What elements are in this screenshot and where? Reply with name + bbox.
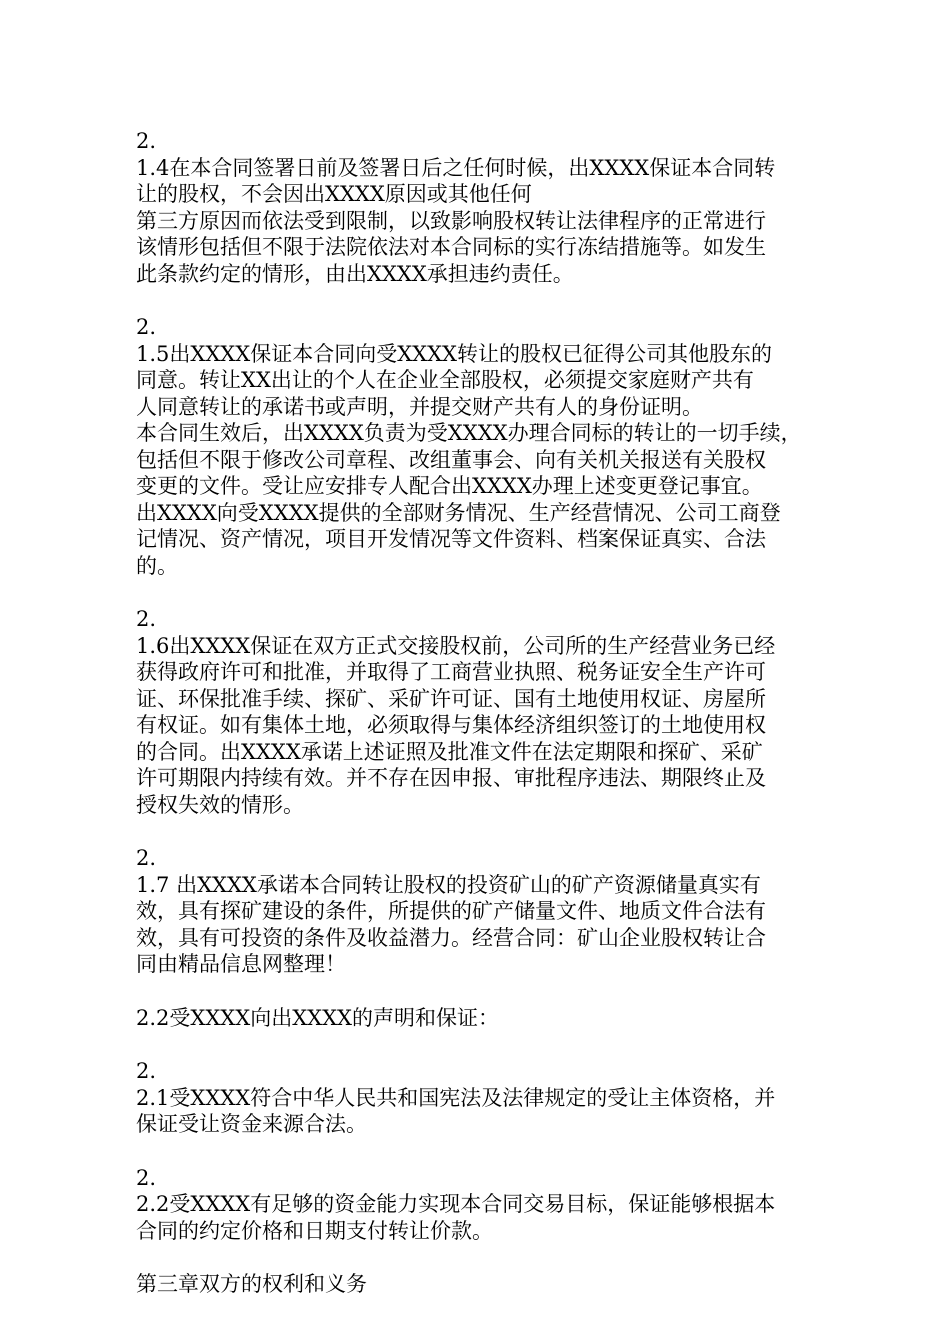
paragraph <box>136 1165 826 1245</box>
text-line: 同意。转让XX出让的个人在企业全部股权，必须提交家庭财产共有 <box>136 368 754 392</box>
paragraph <box>136 606 826 818</box>
text-line: 第三章双方的权利和义务 <box>136 1272 367 1296</box>
text-line: 效，具有探矿建设的条件，所提供的矿产储量文件、地质文件合法有 <box>136 899 766 923</box>
text-line: 包括但不限于修改公司章程、改组董事会、向有关机关报送有关股权 <box>136 447 766 472</box>
text-line: 2.2受XXXX有足够的资金能力实现本合同交易目标，保证能够根据本 <box>136 1192 776 1216</box>
text-line: 的。 <box>136 553 178 578</box>
text-line: 本合同生效后，出XXXX负责为受XXXX办理合同标的转让的一切手续， <box>136 421 802 445</box>
text-line: 合同的约定价格和日期支付转让价款。 <box>136 1218 493 1243</box>
text-line: 许可期限内持续有效。并不存在因申报、审批程序违法、期限终止及 <box>136 766 766 790</box>
paragraph <box>136 1005 826 1032</box>
text-line: 2. <box>136 1165 157 1190</box>
text-line: 2. <box>136 607 157 631</box>
text-line: 保证受让资金来源合法。 <box>136 1112 367 1136</box>
text-line: 的合同。出XXXX承诺上述证照及批准文件在法定期限和探矿、采矿 <box>136 739 763 764</box>
text-line: 获得政府许可和批准，并取得了工商营业执照、税务证安全生产许可 <box>136 660 766 684</box>
text-line: 人同意转让的承诺书或声明，并提交财产共有人的身份证明。 <box>136 394 703 419</box>
text-line: 第三方原因而依法受到限制，以致影响股权转让法律程序的正常进行 <box>136 208 766 233</box>
text-line: 2. <box>136 1059 157 1083</box>
paragraph <box>136 314 826 579</box>
text-line: 1.4在本合同签署日前及签署日后之任何时候，出XXXX保证本合同转 <box>136 155 776 180</box>
document-body <box>136 128 826 1298</box>
paragraph <box>136 1058 826 1138</box>
text-line: 2.1受XXXX符合中华人民共和国宪法及法律规定的受让主体资格，并 <box>136 1085 776 1110</box>
text-line: 此条款约定的情形，由出XXXX承担违约责任。 <box>136 261 574 286</box>
text-line: 2. <box>136 315 157 339</box>
text-line: 让的股权，不会因出XXXX原因或其他任何 <box>136 182 532 206</box>
text-line: 同由精品信息网整理！ <box>136 952 346 976</box>
text-line: 记情况、资产情况，项目开发情况等文件资料、档案保证真实、合法 <box>136 527 766 551</box>
text-line: 1.6出XXXX保证在双方正式交接股权前，公司所的生产经营业务已经 <box>136 633 776 658</box>
text-line: 效，具有可投资的条件及收益潜力。经营合同：矿山企业股权转让合 <box>136 925 766 950</box>
paragraph <box>136 845 826 978</box>
text-line: 证、环保批准手续、探矿、采矿许可证、国有土地使用权证、房屋所 <box>136 686 766 711</box>
text-line: 2. <box>136 129 157 153</box>
text-line: 1.5出XXXX保证本合同向受XXXX转让的股权已征得公司其他股东的 <box>136 341 772 366</box>
document-page <box>136 128 826 1325</box>
text-line: 1.7 出XXXX承诺本合同转让股权的投资矿山的矿产资源储量真实有 <box>136 872 761 897</box>
paragraph <box>136 128 826 287</box>
text-line: 2.2受XXXX向出XXXX的声明和保证： <box>136 1005 499 1030</box>
paragraph <box>136 1271 826 1298</box>
text-line: 出XXXX向受XXXX提供的全部财务情况、生产经营情况、公司工商登 <box>136 500 781 525</box>
text-line: 授权失效的情形。 <box>136 792 304 817</box>
text-line: 有权证。如有集体土地，必须取得与集体经济组织签订的土地使用权 <box>136 713 766 737</box>
text-line: 2. <box>136 846 157 870</box>
text-line: 该情形包括但不限于法院依法对本合同标的实行冻结措施等。如发生 <box>136 235 766 259</box>
text-line: 变更的文件。受让应安排专人配合出XXXX办理上述变更登记事宜。 <box>136 474 763 498</box>
